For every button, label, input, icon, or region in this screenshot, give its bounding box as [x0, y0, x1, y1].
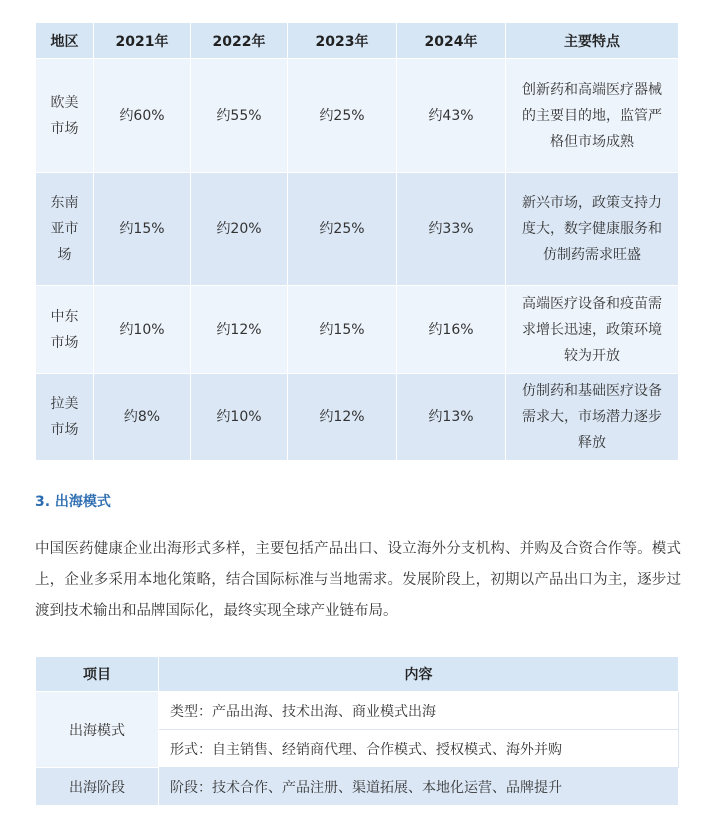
feature-cell: 高端医疗设备和疫苗需求增长迅速，政策环境较为开放 [506, 286, 679, 374]
stage-label-cell: 出海阶段 [36, 768, 159, 806]
mode-form-cell: 形式：自主销售、经销商代理、合作模式、授权模式、海外并购 [159, 730, 679, 768]
export-mode-table [35, 656, 679, 806]
header-2022: 2022年 [191, 23, 288, 59]
value-cell: 约25% [288, 59, 397, 173]
feature-cell: 创新药和高端医疗器械的主要目的地，监管严格但市场成熟 [506, 59, 679, 173]
region-cell: 拉美市场 [36, 374, 94, 461]
value-cell: 约12% [288, 374, 397, 461]
table-row [36, 173, 679, 286]
feature-cell: 仿制药和基础医疗设备需求大，市场潜力逐步释放 [506, 374, 679, 461]
value-cell: 约12% [191, 286, 288, 374]
market-share-table [35, 22, 679, 461]
stage-content-cell: 阶段：技术合作、产品注册、渠道拓展、本地化运营、品牌提升 [159, 768, 679, 806]
table-header-row [36, 23, 679, 59]
header-features: 主要特点 [506, 23, 679, 59]
value-cell: 约10% [191, 374, 288, 461]
header-2021: 2021年 [94, 23, 191, 59]
value-cell: 约20% [191, 173, 288, 286]
value-cell: 约25% [288, 173, 397, 286]
value-cell: 约15% [288, 286, 397, 374]
feature-cell: 新兴市场，政策支持力度大，数字健康服务和仿制药需求旺盛 [506, 173, 679, 286]
value-cell: 约8% [94, 374, 191, 461]
region-cell: 欧美市场 [36, 59, 94, 173]
header-item: 项目 [36, 657, 159, 692]
mode-type-cell: 类型：产品出海、技术出海、商业模式出海 [159, 692, 679, 730]
value-cell: 约15% [94, 173, 191, 286]
header-region: 地区 [36, 23, 94, 59]
table-row [36, 768, 679, 806]
header-2023: 2023年 [288, 23, 397, 59]
mode-label-cell: 出海模式 [36, 692, 159, 768]
section-heading: 3. 出海模式 [35, 494, 111, 510]
table-header-row [36, 657, 679, 692]
table-row [36, 692, 679, 730]
table-row [36, 374, 679, 461]
region-cell: 东南亚市场 [36, 173, 94, 286]
header-2024: 2024年 [397, 23, 506, 59]
value-cell: 约16% [397, 286, 506, 374]
value-cell: 约13% [397, 374, 506, 461]
header-content: 内容 [159, 657, 679, 692]
section-paragraph: 中国医药健康企业出海形式多样，主要包括产品出口、设立海外分支机构、并购及合资合作等。模式上，企业多采用本地化策略，结合国际标准与当地需求。发展阶段上，初期以产品出口为主，逐步过渡到技术输出和品牌国际化，最终实现全球产业链布局。 [35, 541, 681, 619]
table-row [36, 286, 679, 374]
region-cell: 中东市场 [36, 286, 94, 374]
value-cell: 约60% [94, 59, 191, 173]
value-cell: 约43% [397, 59, 506, 173]
value-cell: 约10% [94, 286, 191, 374]
table-row [36, 59, 679, 173]
value-cell: 约55% [191, 59, 288, 173]
value-cell: 约33% [397, 173, 506, 286]
